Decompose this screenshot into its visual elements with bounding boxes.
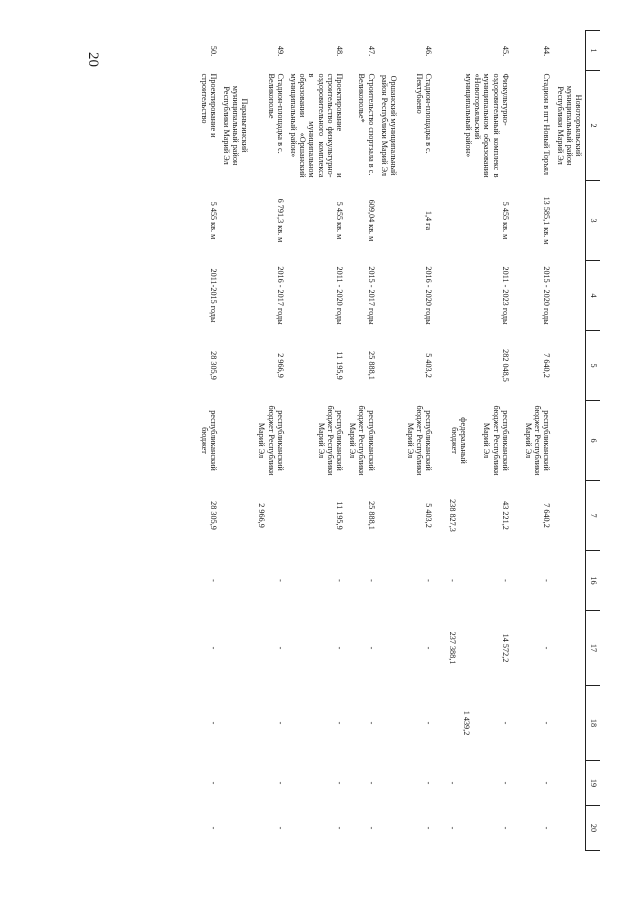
total-cost: 282 048,5 <box>500 349 510 382</box>
total-cost: 7 640,2 <box>542 353 552 378</box>
capacity: 13 585,1 кв. м <box>542 196 552 245</box>
object-name: Стадион-площадка в с. Пектубаево <box>415 73 434 154</box>
col18-value: - <box>542 721 552 725</box>
col7-value: 5 403,2 <box>424 503 434 528</box>
col16-value: - <box>335 579 344 582</box>
table-row <box>446 31 512 851</box>
years: 2015 - 2020 годы <box>542 266 552 325</box>
col20-value: - <box>500 826 510 830</box>
row-number: 47. <box>366 45 376 57</box>
district-heading: Оршанский муниципальный район Республики Марий Эл <box>379 75 398 176</box>
col17-value: - <box>424 646 434 650</box>
col16-value: - <box>500 579 510 582</box>
col19-value: - <box>447 781 457 785</box>
funding-source: республиканский бюджет Республики Марий Эл <box>482 405 510 476</box>
col7-value: 11 195,9 <box>335 501 344 530</box>
col7-cell <box>446 481 512 551</box>
row-number: 50. <box>208 45 218 57</box>
col17-value: 14 572,2 <box>500 633 510 663</box>
col20-value: - <box>335 826 344 830</box>
header-cell: 6 <box>586 401 601 481</box>
col19-cell <box>446 761 512 806</box>
funding-source: республиканский бюджет Республики Марий Эл <box>524 405 552 476</box>
col17-value: - <box>275 646 285 650</box>
col20-value: - <box>366 826 376 830</box>
col16-value: - <box>275 579 285 582</box>
col18-value: 1 439,2 <box>461 710 471 736</box>
total-cost: 2 966,9 <box>275 353 285 378</box>
col18-value: - <box>275 721 285 725</box>
total-cost: 11 195,9 <box>335 351 344 380</box>
col17-value: 237 388,1 <box>447 631 457 665</box>
row-number: 45. <box>500 45 510 57</box>
col20-value: - <box>447 826 457 830</box>
header-cell: 1 <box>586 31 601 71</box>
district-heading-row <box>378 31 404 851</box>
header-cell: 17 <box>586 611 601 686</box>
funding-source: республиканский бюджет Республики Марий Эл <box>406 405 434 476</box>
table-row <box>404 31 436 851</box>
district-heading: Параньгинский муниципальный район Республики Марий Эл <box>221 85 250 166</box>
district-heading: Новоторъяльский муниципальный район Республики Марий Эл <box>555 85 583 166</box>
capacity: 6 791,3 кв. м <box>275 198 285 243</box>
row-number: 46. <box>424 45 434 57</box>
object-name: Стадион-площадка в с. Великополье <box>266 73 285 154</box>
col16-value: - <box>366 579 376 582</box>
capacity: 5 455 кв. м <box>335 201 344 240</box>
object-name: Физкультурно-оздоровительный комплекс в муниципальном образовании «Новоторъяльский муниципальный район» <box>464 73 510 178</box>
table-row <box>346 31 378 851</box>
header-cell: 3 <box>586 181 601 261</box>
col17-value: - <box>542 646 552 650</box>
col18-value: - <box>208 721 218 725</box>
header-cell: 18 <box>586 686 601 761</box>
col16-value: - <box>208 579 218 582</box>
funding-source: федеральный бюджет <box>450 417 469 464</box>
funding-source-cell <box>446 401 512 481</box>
header-cell: 7 <box>586 481 601 551</box>
funding-source: республиканский бюджет Республики Марий Эл <box>348 405 376 476</box>
col7-value: 7 640,2 <box>542 503 552 528</box>
district-heading-row <box>220 31 256 851</box>
header-cell: 2 <box>586 71 601 181</box>
table-row <box>522 31 554 851</box>
table-row <box>287 31 346 851</box>
col7-value: 28 305,9 <box>208 501 218 530</box>
col20-value: - <box>542 826 552 830</box>
row-number: 44. <box>542 45 552 57</box>
total-cost: 5 403,2 <box>424 353 434 378</box>
years: 2011 - 2023 годы <box>500 266 510 325</box>
page-number: 20 <box>84 51 101 67</box>
header-cell: 19 <box>586 761 601 806</box>
col19-value: - <box>424 781 434 785</box>
years: 2015 - 2017 годы <box>366 266 376 325</box>
col7-value: 25 888,1 <box>366 501 376 530</box>
col7-value: 2 966,9 <box>257 503 267 528</box>
funding-source: республиканский бюджет Республики Марий Эл <box>257 405 285 476</box>
object-name: Стадион в пгт Новый Торъял <box>542 73 552 175</box>
header-cell: 5 <box>586 331 601 401</box>
col18-value: - <box>366 721 376 725</box>
capacity: 5 455 кв. м <box>208 201 218 240</box>
years: 2016 - 2017 годы <box>275 266 285 325</box>
col20-cell <box>446 806 512 851</box>
col18-value: - <box>335 721 344 725</box>
col7-value: 238 827,3 <box>447 499 457 532</box>
col17-value: - <box>366 646 376 650</box>
col16-value: - <box>447 579 457 582</box>
rotated-table-container <box>115 30 600 850</box>
capacity: 609,04 кв. м <box>366 199 376 242</box>
row-number: 49. <box>275 45 285 57</box>
col19-value: - <box>366 781 376 785</box>
table-row <box>255 31 287 851</box>
col19-value: - <box>208 781 218 785</box>
district-heading-row <box>553 31 585 851</box>
col16-value: - <box>542 579 552 582</box>
col16-cell <box>446 551 512 611</box>
table-row <box>197 31 219 851</box>
header-cell: 16 <box>586 551 601 611</box>
col17-cell <box>446 611 512 686</box>
col19-value: - <box>500 781 510 785</box>
col19-value: - <box>275 781 285 785</box>
total-cost: 25 888,1 <box>366 351 376 380</box>
col7-value: 43 221,2 <box>500 501 510 530</box>
object-name: Строительство спортзала в с. Великополье* <box>357 73 376 176</box>
col17-value: - <box>208 646 218 650</box>
col18-cell <box>446 686 512 761</box>
capacity: 1,4 га <box>424 210 434 231</box>
col20-value: - <box>275 826 285 830</box>
object-name: Проектирование и строительство физкультурно-оздоровительного комплекса в муниципальном образовании «Оршанский муниципальный район» <box>289 73 344 178</box>
program-table <box>197 30 600 851</box>
col18-value: - <box>424 721 434 725</box>
header-cell: 4 <box>586 261 601 331</box>
header-cell: 20 <box>586 806 601 851</box>
object-name: Проектирование и строительство <box>199 73 218 138</box>
col20-value: - <box>208 826 218 830</box>
years: 2011 - 2020 годы <box>335 266 344 325</box>
capacity: 5 455 кв. м <box>500 201 510 240</box>
years: 2016 - 2020 годы <box>424 266 434 325</box>
col16-value: - <box>424 579 434 582</box>
funding-source: республиканский бюджет <box>199 410 218 471</box>
table-header-row <box>586 31 601 851</box>
col17-value: - <box>335 646 344 650</box>
col19-value: - <box>542 781 552 785</box>
funding-source: республиканский бюджет Республики Марий Эл <box>316 405 344 476</box>
years: 2011-2015 годы <box>208 268 218 323</box>
total-cost: 28 305,9 <box>208 351 218 380</box>
row-number: 48. <box>335 45 344 57</box>
col18-value: - <box>500 721 510 725</box>
col19-value: - <box>335 781 344 785</box>
col20-value: - <box>424 826 434 830</box>
